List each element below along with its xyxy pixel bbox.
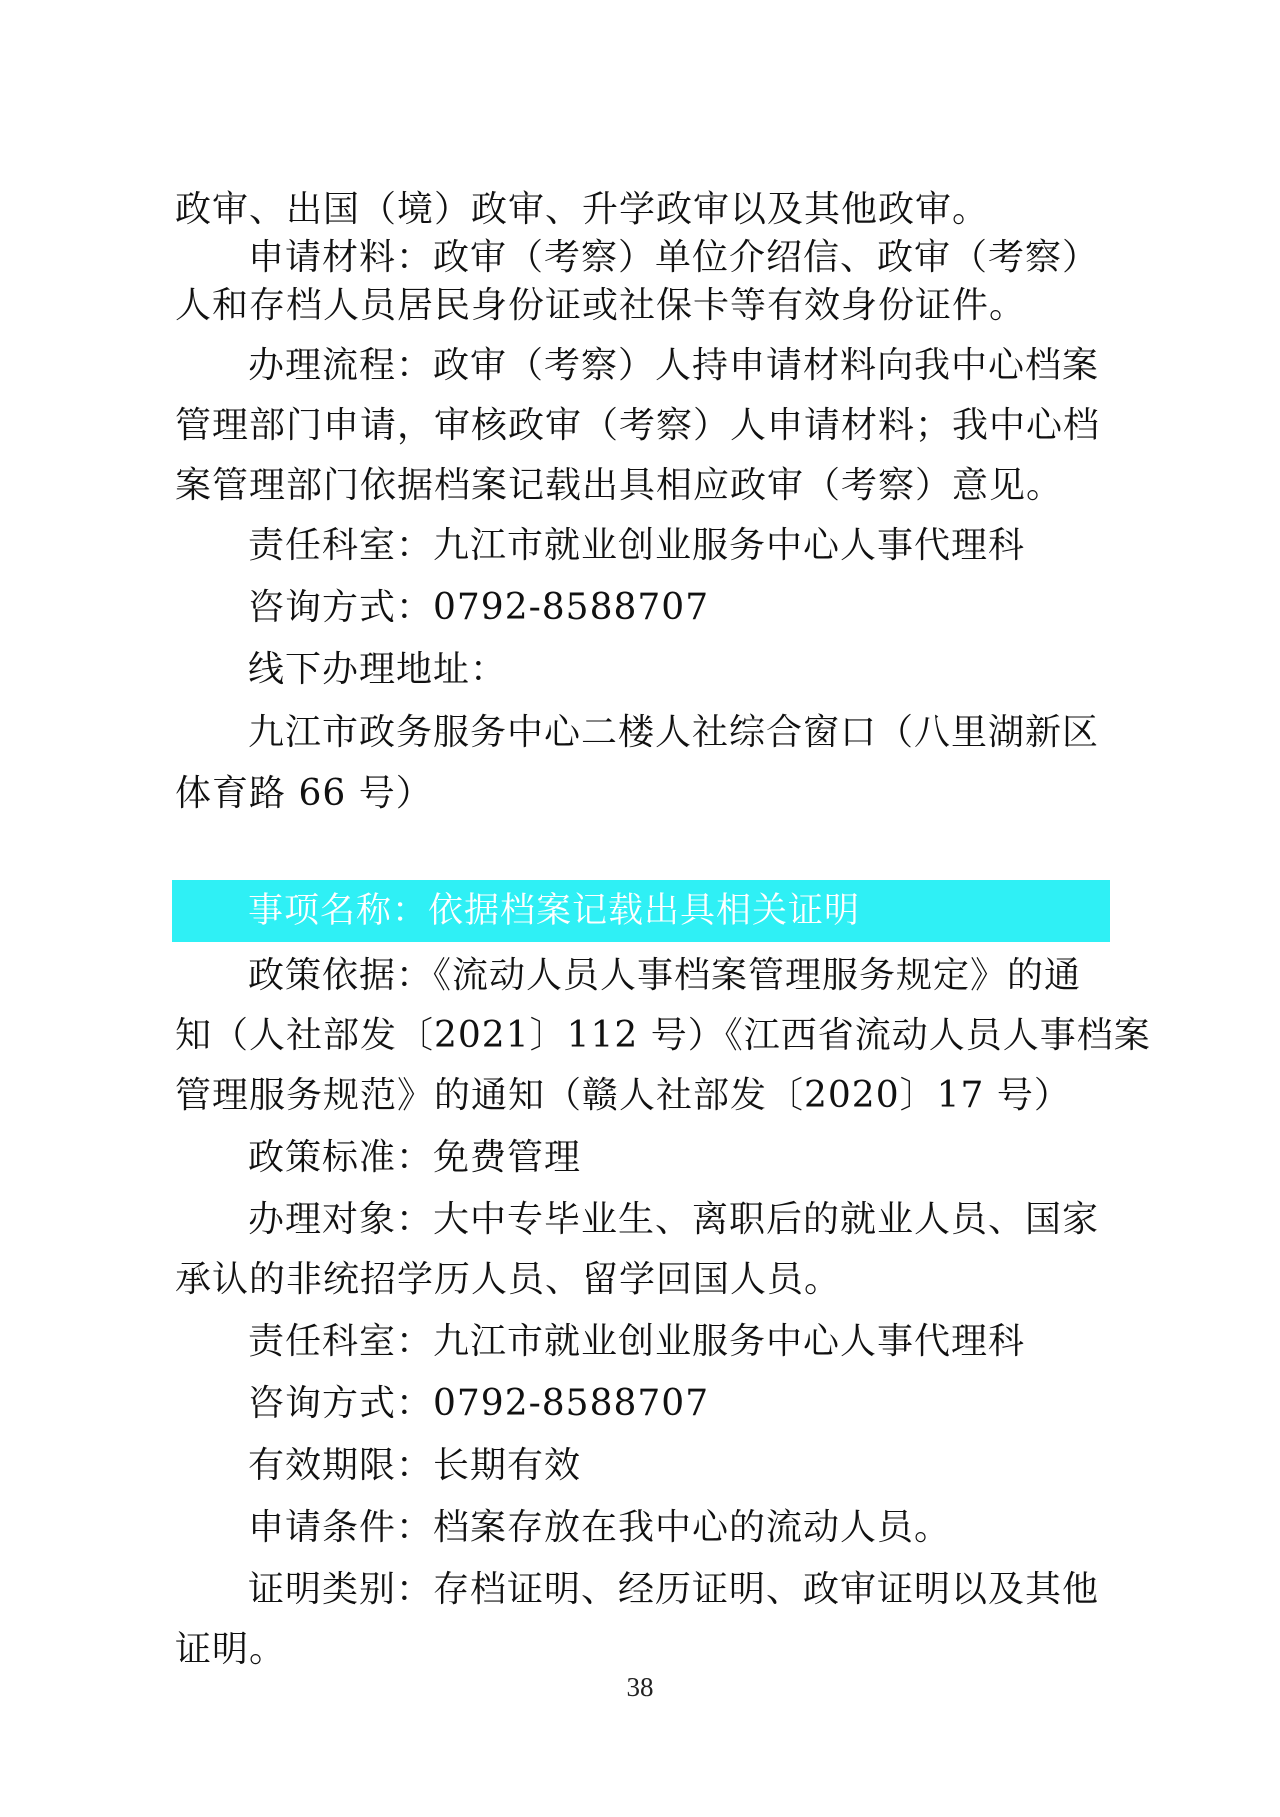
text-line: 九江市政务服务中心二楼人社综合窗口（八里湖新区 xyxy=(248,712,1100,753)
text-line: 证明。 xyxy=(175,1629,287,1670)
text-line: 体育路 66 号） xyxy=(175,773,433,814)
text-line: 承认的非统招学历人员、留学回国人员。 xyxy=(175,1259,842,1300)
text-line: 咨询方式：0792-8588707 xyxy=(248,1383,710,1424)
text-line: 政策标准：免费管理 xyxy=(248,1137,582,1178)
text-line: 申请条件：档案存放在我中心的流动人员。 xyxy=(248,1507,952,1548)
section-header: 事项名称：依据档案记载出具相关证明 xyxy=(248,891,861,931)
text-line: 有效期限：长期有效 xyxy=(248,1445,582,1486)
text-line: 人和存档人员居民身份证或社保卡等有效身份证件。 xyxy=(175,285,1027,326)
text-line: 办理对象：大中专毕业生、离职后的就业人员、国家 xyxy=(248,1199,1100,1240)
text-line: 线下办理地址： xyxy=(248,649,508,690)
text-line: 责任科室：九江市就业创业服务中心人事代理科 xyxy=(248,1321,1026,1362)
text-line: 管理部门申请，审核政审（考察）人申请材料；我中心档 xyxy=(175,405,1101,446)
text-line: 申请材料：政审（考察）单位介绍信、政审（考察） xyxy=(248,237,1100,278)
text-line: 政策依据：《流动人员人事档案管理服务规定》的通 xyxy=(248,955,1082,996)
text-line: 咨询方式：0792-8588707 xyxy=(248,587,710,628)
page-number: 38 xyxy=(626,1672,654,1702)
text-line: 办理流程：政审（考察）人持申请材料向我中心档案 xyxy=(248,345,1100,386)
text-line: 管理服务规范》的通知（赣人社部发〔2020〕17 号） xyxy=(175,1075,1071,1116)
text-line: 责任科室：九江市就业创业服务中心人事代理科 xyxy=(248,525,1026,566)
text-line: 证明类别：存档证明、经历证明、政审证明以及其他 xyxy=(248,1569,1100,1610)
text-line: 知（人社部发〔2021〕112 号）《江西省流动人员人事档案 xyxy=(175,1015,1151,1056)
text-line: 政审、出国（境）政审、升学政审以及其他政审。 xyxy=(175,189,990,230)
text-line: 案管理部门依据档案记载出具相应政审（考察）意见。 xyxy=(175,465,1064,506)
